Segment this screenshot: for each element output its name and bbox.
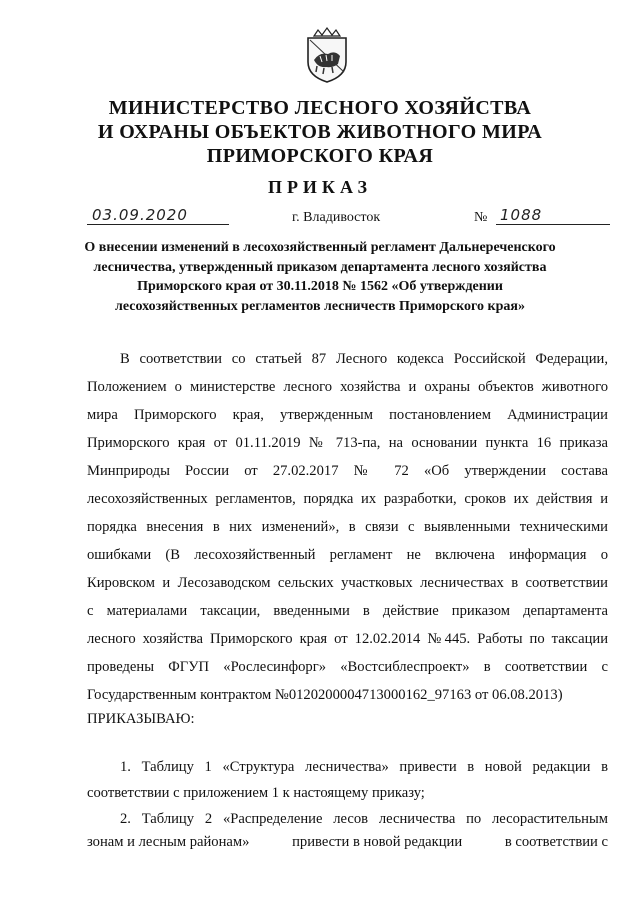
preamble-line: Приморского края от 01.11.2019 № 713-па, на основании пункта 16 приказа	[87, 435, 608, 451]
preamble-line: ошибками (В лесохозяйственный регламент не включена информация о	[87, 547, 608, 563]
order-item-part: привести в новой редакции	[292, 834, 463, 850]
subject-line: лесохозяйственных регламентов лесничеств Приморского края»	[115, 298, 525, 314]
order-item-part: в соответствии с	[504, 834, 608, 850]
order-item-line: соответствии с приложением 1 к настоящему приказу;	[87, 785, 425, 801]
order-item-line: 1. Таблицу 1 «Структура лесничества» привести в новой редакции в	[120, 759, 608, 775]
subject-line: О внесении изменений в лесохозяйственный регламент Дальнереченского	[84, 240, 556, 255]
ministry-name	[0, 96, 640, 168]
order-item-part: зонам и лесным районам»	[87, 834, 250, 850]
order-directive-heading: ПРИКАЗЫВАЮ:	[87, 711, 195, 727]
preamble-line: Государственным контрактом №0120200004713000162_97163 от 06.08.2013)	[87, 687, 563, 703]
handwritten-date: 03.09.2020	[92, 206, 188, 224]
ministry-line: ПРИМОРСКОГО КРАЯ	[206, 145, 434, 167]
subject-line: лесничества, утвержденный приказом департамента лесного хозяйства	[93, 259, 547, 275]
ministry-line: И ОХРАНЫ ОБЪЕКТОВ ЖИВОТНОГО МИРА	[97, 121, 543, 143]
preamble-line: с материалами таксации, введенными в действие приказом департамента	[87, 603, 608, 619]
handwritten-order-number: 1088	[500, 206, 543, 224]
document-type-title: ПРИКАЗ	[267, 177, 373, 197]
number-sign: №	[474, 210, 488, 225]
city-label: г. Владивосток	[292, 210, 381, 225]
preamble-line: мира Приморского края, утвержденным постановлением Администрации	[87, 407, 608, 423]
ministry-line: МИНИСТЕРСТВО ЛЕСНОГО ХОЗЯЙСТВА	[108, 97, 532, 119]
preamble-line: Кировском и Лесозаводском сельских участковых лесничествах в соответствии	[87, 575, 608, 591]
order-item-line	[87, 834, 608, 851]
preamble-line: В соответствии со статьей 87 Лесного кодекса Российской Федерации,	[120, 351, 608, 367]
subject-line: Приморского края от 30.11.2018 № 1562 «Об утверждении	[137, 279, 503, 294]
order-item-line: 2. Таблицу 2 «Распределение лесов лесничества по лесорастительным	[120, 811, 608, 827]
preamble-line: Минприроды России от 27.02.2017 № 72 «Об утверждении состава	[87, 463, 608, 479]
preamble-line: лесохозяйственных регламентов, порядка их разработки, сроков их действия и	[87, 491, 608, 507]
preamble-line: Положением о министерстве лесного хозяйства и охраны объектов животного	[87, 379, 608, 395]
coat-of-arms-icon	[302, 26, 352, 84]
date-underline	[87, 224, 229, 225]
order-subject	[60, 238, 580, 316]
preamble-line: лесного хозяйства Приморского края от 12.02.2014 №445. Работы по таксации	[87, 631, 608, 647]
number-underline	[496, 224, 610, 225]
preamble-line: порядка внесения в них изменений», в связи с выявленными техническими	[87, 519, 608, 535]
preamble-line: проведены ФГУП «Рослесинфорг» «Востсиблеспроект» в соответствии с	[87, 659, 608, 675]
